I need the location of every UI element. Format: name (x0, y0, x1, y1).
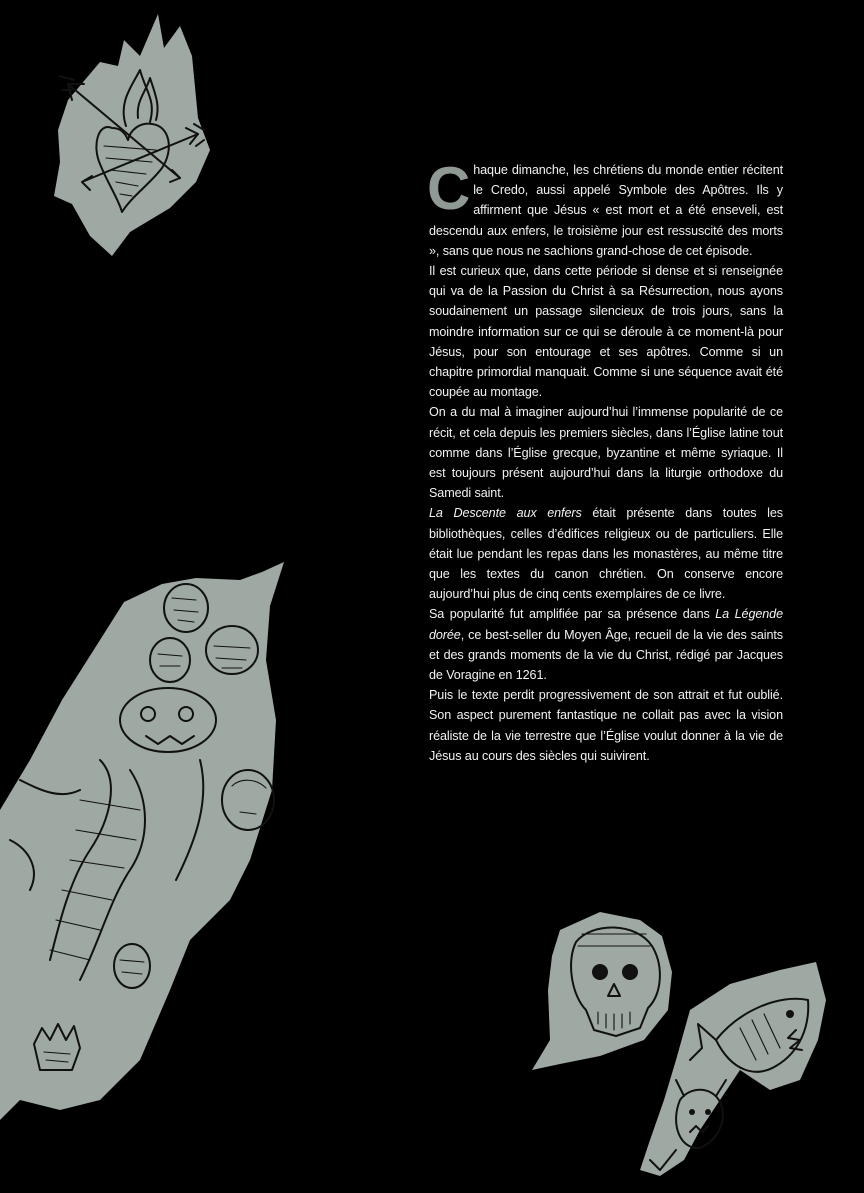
paragraph-legende-start: Sa popularité fut amplifiée par sa présence dans (429, 607, 716, 622)
paragraph-legende-rest: , ce best-seller du Moyen Âge, recueil de la vie des saints et des grands moments de la vie du Christ, rédigé par Jacques de Voragine en 1261. (429, 627, 783, 683)
paragraph-libraries (429, 503, 783, 604)
damned-souls-icon (0, 562, 284, 1120)
paragraph-legende-doree (429, 604, 783, 685)
paragraph-credo-text: haque dimanche, les chrétiens du monde entier récitent le Credo, aussi appelé Symbole des Apôtres. Ils y affirment que Jésus « est mort et a été enseveli, est descendu aux enfers, le troisième jour est ressuscité des morts », sans que nous ne sachions grand-chose de cet épisode. (429, 163, 783, 258)
paragraph-popularity: On a du mal à imaginer aujourd’hui l’immense popularité de ce récit, et cela depuis les premiers siècles, dans l’Église latine tout comme dans l’Église grecque, byzantine et même syriaque. Il est toujours présent aujourd’hui dans la liturgie orthodoxe du Samedi saint. (429, 405, 783, 501)
paragraph-libraries-text: était présente dans toutes les bibliothèques, celles d’édifices religieux ou de particuliers. Elle était lue pendant les repas dans les monastères, au même titre que les textes du canon chrétien. On conserve encore aujourd’hui plus de cinq cents exemplaires de ce livre. (429, 506, 783, 602)
skull-icon (532, 912, 672, 1070)
dropcap: C (427, 155, 471, 222)
paragraph-silent-passage: Il est curieux que, dans cette période si dense et si renseignée qui va de la Passion du Christ à sa Résurrection, nous ayons soudainement un passage silencieux de trois jours, sans la moindre information sur ce qui se déroule à ce moment-là pour Jésus, pour son entourage et ses apôtres. Comme si un chapitre primordial manquait. Comme si une séquence avait été coupée au montage. (429, 264, 783, 400)
book-title-descente: La Descente aux enfers (429, 506, 582, 521)
paragraph-forgotten: Puis le texte perdit progressivement de son attrait et fut oublié. Son aspect purement fantastique ne collait pas avec la vision réaliste de la vie terrestre que l’Église voulut donner à la vie de Jésus au cours des siècles qui suivirent. (429, 688, 783, 763)
sacred-heart-icon (54, 14, 210, 256)
article-text (427, 155, 783, 766)
paragraph-credo (427, 155, 783, 261)
book-title-legende: La Légende dorée (429, 607, 783, 642)
